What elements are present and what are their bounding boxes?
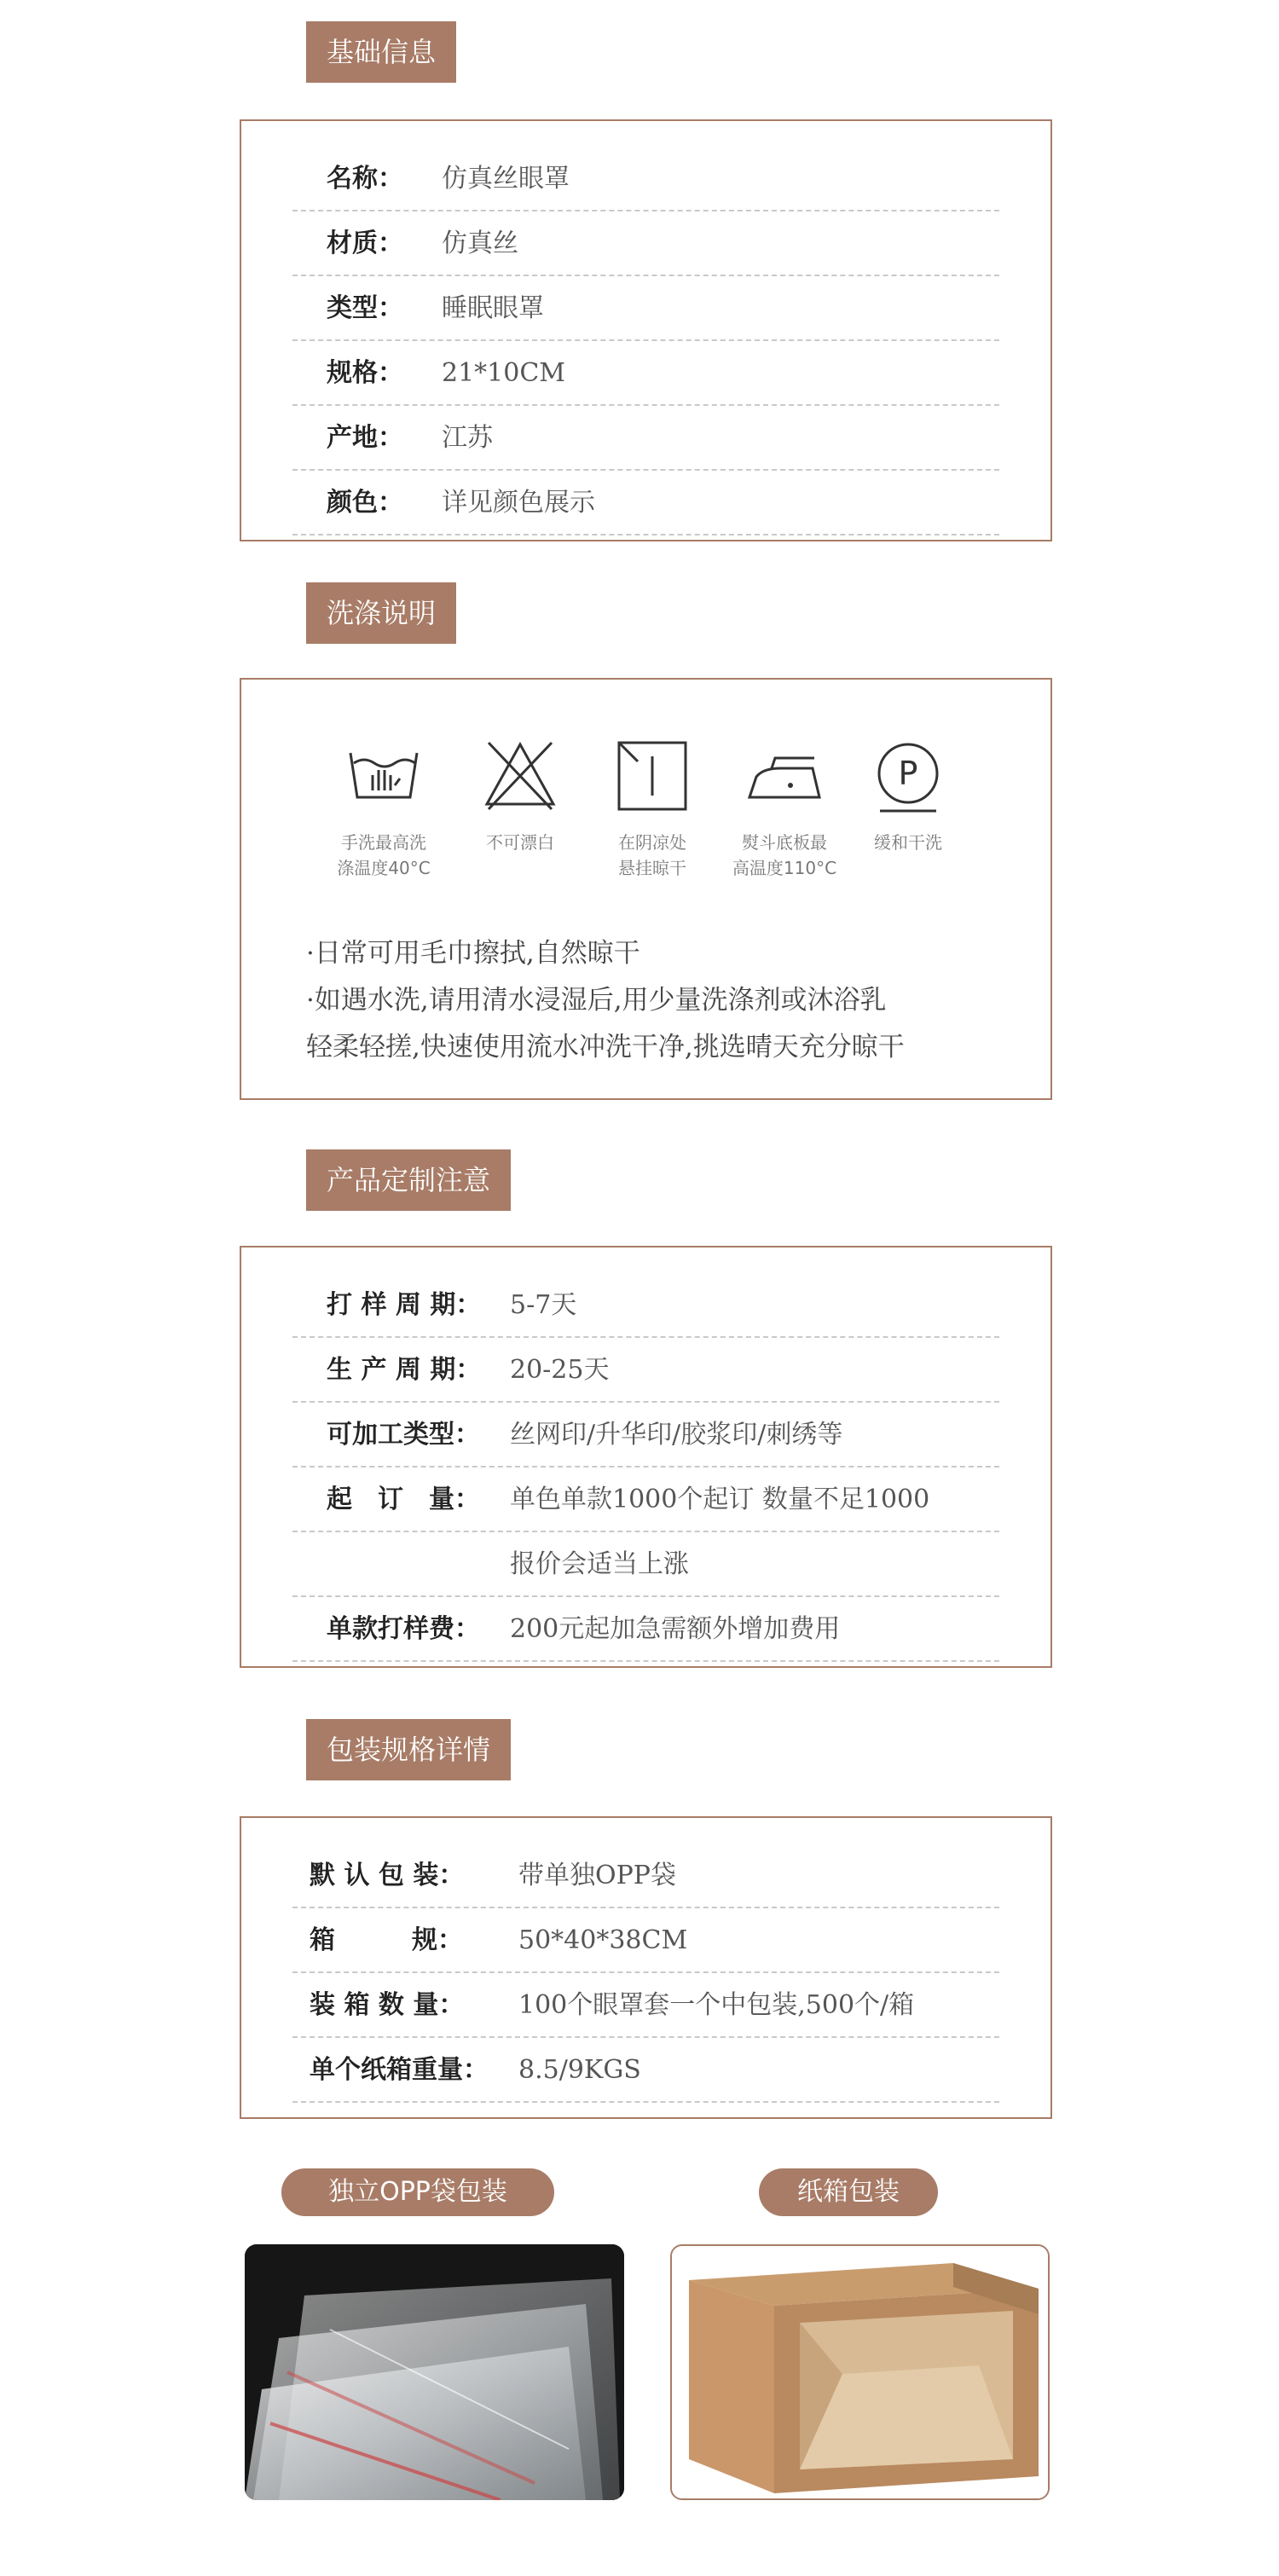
info-label: 规格： [327, 358, 403, 388]
info-value: 丝网印/升华印/胶浆印/刺绣等 [510, 1420, 843, 1450]
info-value: 5-7天 [510, 1290, 577, 1320]
info-row [292, 1532, 999, 1597]
info-row [292, 406, 999, 471]
info-row [292, 1338, 999, 1403]
info-value: 详见颜色展示 [442, 488, 595, 518]
info-label: 可加工类型： [327, 1420, 480, 1450]
info-label: 起 订 量： [327, 1485, 480, 1514]
hand-wash-icon [345, 738, 422, 814]
info-row [292, 471, 999, 535]
wash-instruction: ·日常可用毛巾擦拭,自然晾干 [306, 938, 640, 969]
info-value: 仿真丝眼罩 [442, 164, 570, 194]
basic-info-panel [240, 119, 1052, 541]
info-value: 睡眠眼罩 [442, 293, 544, 323]
info-value: 仿真丝 [442, 229, 518, 258]
info-value: 8.5/9KGS [518, 2055, 641, 2085]
info-row [292, 1403, 999, 1467]
wash-caption: 手洗最高洗 涤温度40°C [337, 832, 431, 878]
info-label: 打 样 周 期： [327, 1290, 482, 1320]
info-value: 报价会适当上涨 [510, 1549, 689, 1579]
section-title-custom: 产品定制注意 [306, 1149, 511, 1211]
opp-bag-label: 独立OPP袋包装 [281, 2168, 554, 2216]
info-row [292, 1908, 999, 1973]
info-label: 单款打样费： [327, 1614, 480, 1644]
info-label: 生 产 周 期： [327, 1355, 482, 1385]
info-label: 默 认 包 装： [310, 1861, 465, 1890]
carton-box-illustration [672, 2246, 1048, 2498]
carton-box-photo [670, 2244, 1050, 2500]
info-label: 装 箱 数 量： [310, 1990, 465, 2020]
info-value: 200元起加急需额外增加费用 [510, 1614, 841, 1644]
info-row [292, 147, 999, 211]
section-title-packaging: 包装规格详情 [306, 1719, 511, 1780]
info-label: 颜色： [327, 488, 403, 518]
svg-text:P: P [898, 755, 918, 792]
info-row [292, 1597, 999, 1662]
info-label: 产地： [327, 423, 403, 453]
info-row [292, 341, 999, 406]
info-value: 50*40*38CM [518, 1925, 688, 1955]
wash-caption: 不可漂白 [486, 832, 554, 853]
info-value: 100个眼罩套一个中包装,500个/箱 [518, 1990, 915, 2020]
packaging-info-panel [240, 1816, 1052, 2119]
info-value: 带单独OPP袋 [518, 1861, 676, 1890]
info-row [292, 1273, 999, 1338]
info-label: 箱 规： [310, 1925, 463, 1955]
no-bleach-icon [482, 738, 558, 814]
opp-bag-photo [245, 2244, 624, 2500]
dry-clean-p-icon [870, 738, 946, 814]
info-row [292, 276, 999, 341]
info-label: 名称： [327, 164, 403, 194]
wash-instruction: ·如遇水洗,请用清水浸湿后,用少量洗涤剂或沐浴乳 [306, 985, 887, 1016]
wash-caption: 缓和干洗 [874, 832, 942, 853]
section-title-wash: 洗涤说明 [306, 582, 456, 644]
info-value: 江苏 [442, 423, 493, 453]
info-row [292, 1467, 999, 1532]
iron-110-icon [746, 738, 823, 814]
wash-instruction: 轻柔轻搓,快速使用流水冲洗干净,挑选晴天充分晾干 [306, 1032, 905, 1062]
wash-panel [240, 678, 1052, 1100]
info-value: 21*10CM [442, 358, 566, 388]
line-dry-shade-icon [614, 738, 691, 814]
section-title-basic: 基础信息 [306, 21, 456, 83]
wash-caption: 在阴凉处 悬挂晾干 [618, 832, 686, 878]
info-row [292, 2038, 999, 2103]
info-row [292, 1973, 999, 2038]
info-label: 类型： [327, 293, 403, 323]
info-value: 20-25天 [510, 1355, 610, 1385]
custom-info-panel [240, 1246, 1052, 1668]
info-value: 单色单款1000个起订 数量不足1000 [510, 1485, 930, 1514]
info-label: 材质： [327, 229, 403, 258]
info-label: 单个纸箱重量： [310, 2055, 489, 2085]
info-row [292, 1844, 999, 1908]
carton-label: 纸箱包装 [759, 2168, 938, 2216]
info-row [292, 211, 999, 276]
wash-caption: 熨斗底板最 高温度110°C [732, 832, 837, 878]
opp-bag-illustration [245, 2244, 624, 2500]
